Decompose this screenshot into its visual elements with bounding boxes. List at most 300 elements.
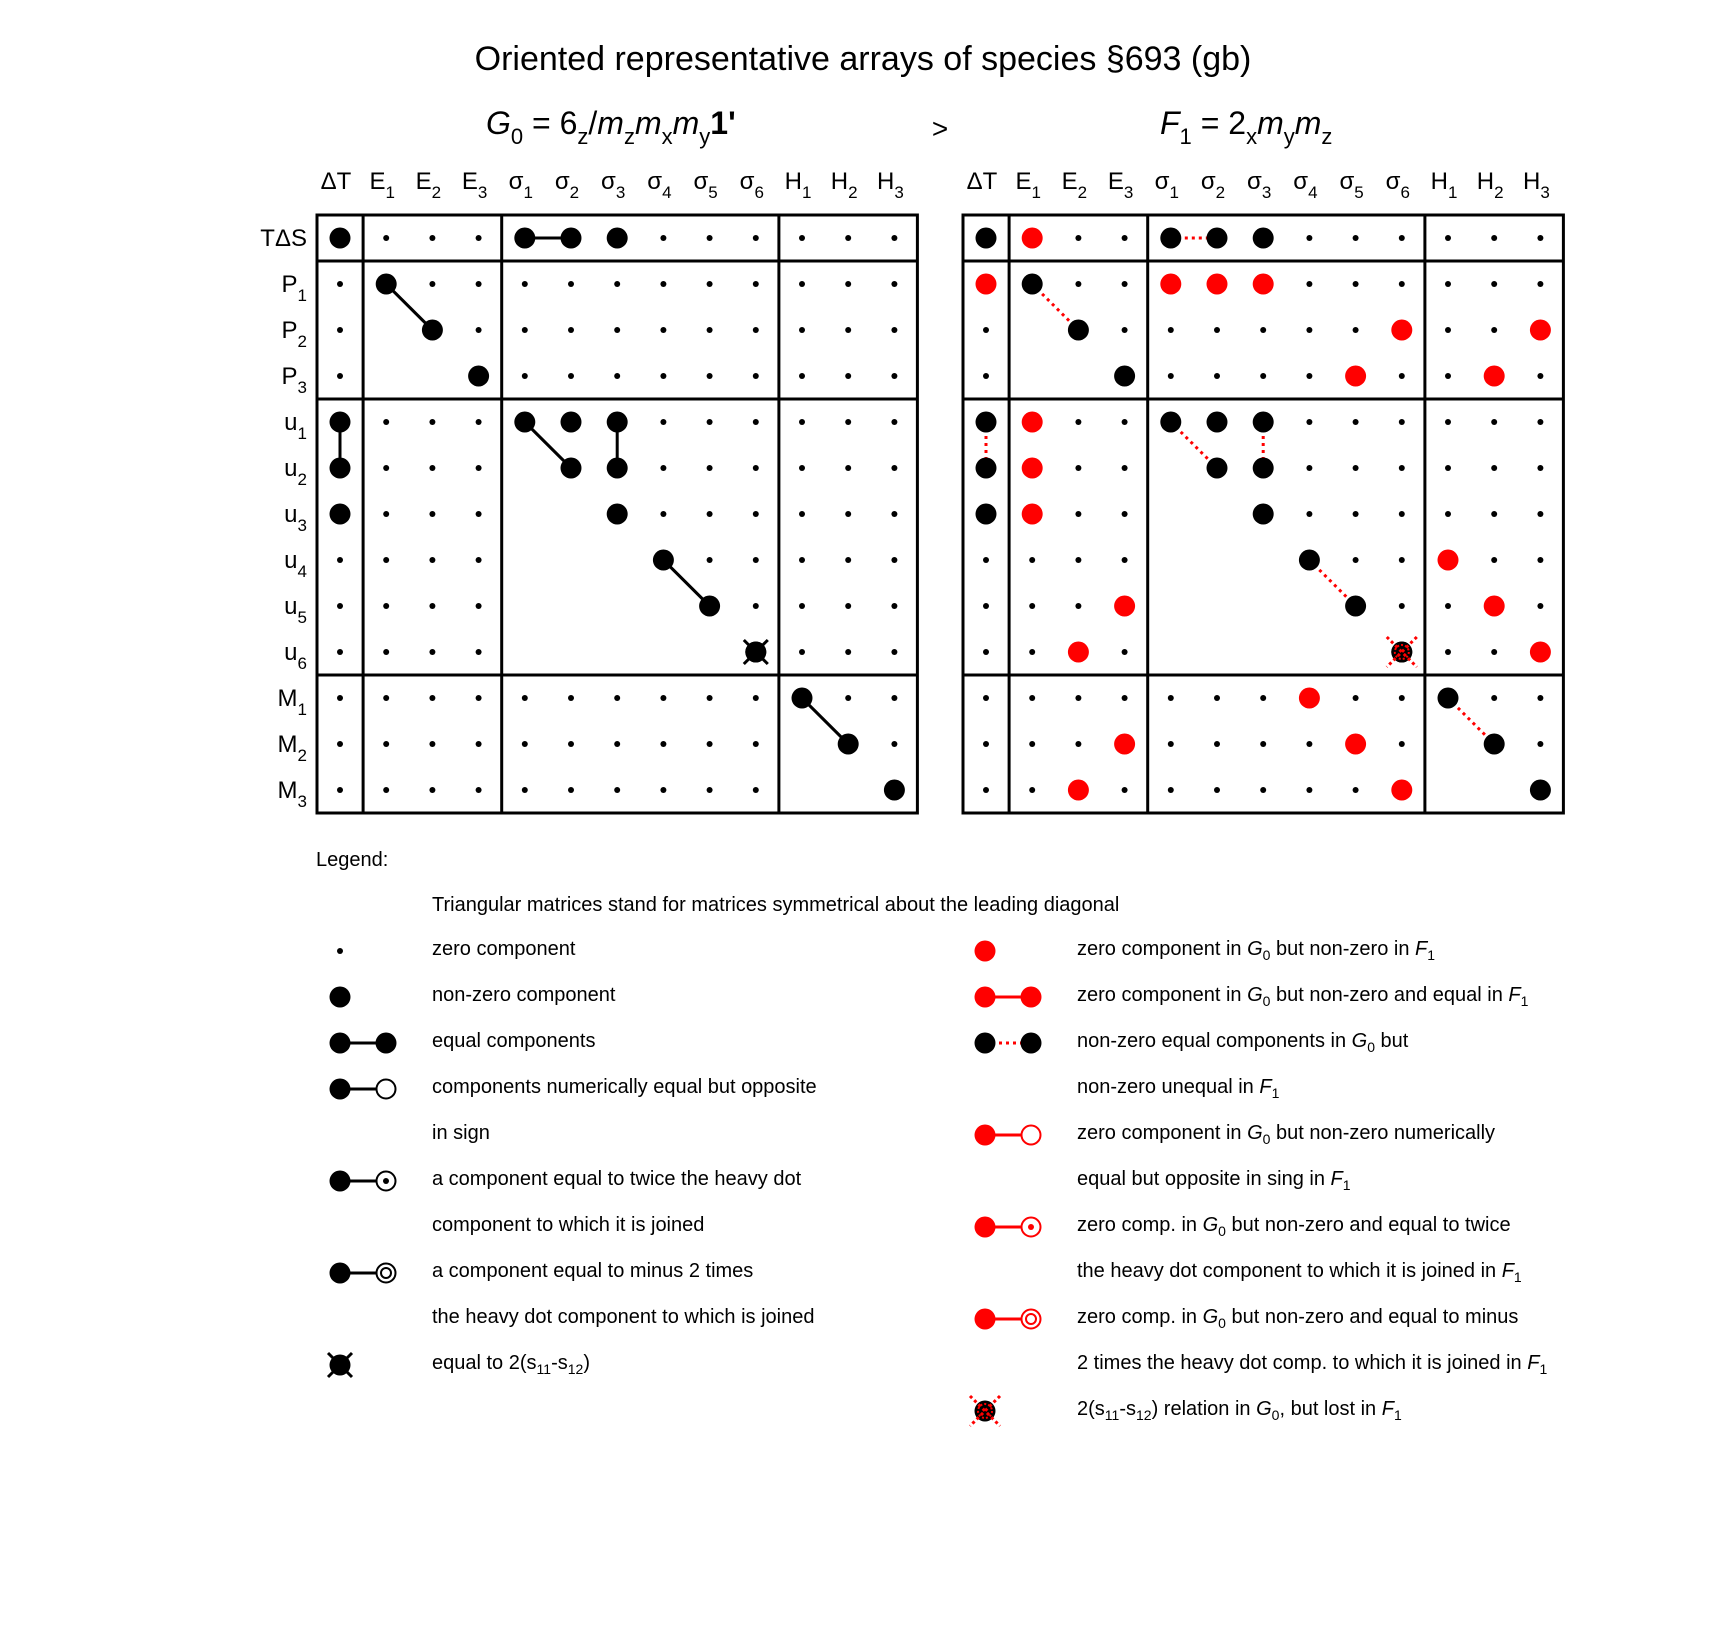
red-dot xyxy=(1345,366,1366,387)
zero-dot xyxy=(1260,327,1266,333)
legend-left-item-4-line-1: component to which it is joined xyxy=(432,1214,705,1236)
zero-dot xyxy=(1306,373,1312,379)
zero-dot xyxy=(799,511,805,517)
row-header: $M_2$ xyxy=(277,731,307,765)
zero-dot xyxy=(1353,787,1359,793)
legend-heading: Legend: xyxy=(316,849,389,871)
zero-dot xyxy=(383,235,389,241)
zero-dot xyxy=(1399,419,1405,425)
legend-left-item-4-line-0: a component equal to twice the heavy dot xyxy=(432,1168,802,1190)
zero-dot xyxy=(1122,465,1128,471)
relation-symbol: > xyxy=(931,113,949,144)
zero-dot xyxy=(1353,281,1359,287)
zero-dot xyxy=(1260,787,1266,793)
legend-right-item-4-line-1: the heavy dot component to which it is joined in $F_1$ xyxy=(1077,1260,1522,1285)
zero-dot xyxy=(845,649,851,655)
row-header: $u_3$ xyxy=(284,501,307,535)
column-header: $\sigma_6$ xyxy=(1385,168,1410,202)
zero-dot xyxy=(1029,603,1035,609)
legend-symbol-red-opposite-pair xyxy=(975,1125,1041,1146)
zero-dot xyxy=(429,281,435,287)
zero-dot xyxy=(476,511,482,517)
column-header: $\sigma_4$ xyxy=(647,168,672,202)
zero-dot xyxy=(522,281,528,287)
nonzero-dot xyxy=(607,412,628,433)
zero-dot xyxy=(614,741,620,747)
row-header: $u_4$ xyxy=(284,547,307,581)
column-header: $H_1$ xyxy=(1430,168,1458,202)
nonzero-dot xyxy=(975,1217,996,1238)
zero-dot xyxy=(476,603,482,609)
zero-dot xyxy=(1537,603,1543,609)
zero-dot xyxy=(1075,557,1081,563)
nonzero-dot xyxy=(975,987,996,1008)
zero-dot xyxy=(1491,327,1497,333)
zero-dot xyxy=(1306,419,1312,425)
nonzero-dot xyxy=(1160,228,1181,249)
legend-symbol-red-minus-two-pair xyxy=(975,1309,1041,1330)
legend-right-item-0-line-0: zero component in $G_0$ but non-zero in $F_1$ xyxy=(1077,938,1436,963)
nonzero-dot xyxy=(422,320,443,341)
legend-right-item-3-line-0: zero component in $G_0$ but non-zero numerically xyxy=(1077,1122,1496,1147)
red-dot xyxy=(1114,734,1135,755)
nonzero-dot xyxy=(607,458,628,479)
row-header: TΔS xyxy=(260,225,307,252)
zero-dot xyxy=(660,787,666,793)
zero-dot xyxy=(891,235,897,241)
nonzero-dot xyxy=(1299,550,1320,571)
legend-left-item-1-line-0: non-zero component xyxy=(432,984,616,1006)
zero-dot xyxy=(845,465,851,471)
zero-dot xyxy=(799,419,805,425)
nonzero-dot xyxy=(1253,412,1274,433)
legend-left-item-3-line-0: components numerically equal but opposite xyxy=(432,1076,817,1098)
zero-dot xyxy=(660,695,666,701)
red-dot xyxy=(1253,274,1274,295)
zero-dot xyxy=(1445,327,1451,333)
row-header: $u_1$ xyxy=(284,409,307,443)
zero-dot xyxy=(337,649,343,655)
zero-dot xyxy=(522,741,528,747)
red-dot xyxy=(1391,780,1412,801)
zero-dot xyxy=(707,465,713,471)
zero-dot xyxy=(891,603,897,609)
zero-dot xyxy=(707,557,713,563)
nonzero-dot xyxy=(1253,504,1274,525)
legend-right-item-3-line-1: equal but opposite in sing in $F_1$ xyxy=(1077,1168,1351,1193)
column-header: $\sigma_3$ xyxy=(1247,168,1272,202)
legend-right-item-5-line-0: zero comp. in $G_0$ but non-zero and equal to minus xyxy=(1077,1306,1519,1331)
legend-symbol-red-twice-pair xyxy=(975,1217,1041,1238)
open-dot xyxy=(377,1080,396,1099)
zero-dot xyxy=(753,511,759,517)
red-dot xyxy=(1022,458,1043,479)
zero-dot xyxy=(1353,235,1359,241)
legend-symbol-zero-dot xyxy=(337,948,343,954)
zero-dot xyxy=(660,281,666,287)
column-header: $\sigma_1$ xyxy=(508,168,533,202)
nonzero-dot xyxy=(1253,228,1274,249)
row-header: $u_2$ xyxy=(284,455,307,489)
zero-dot xyxy=(845,327,851,333)
zero-dot xyxy=(660,741,666,747)
zero-dot xyxy=(522,787,528,793)
legend-left-item-3-line-1: in sign xyxy=(432,1122,490,1144)
zero-dot xyxy=(1353,419,1359,425)
zero-dot xyxy=(614,695,620,701)
zero-dot xyxy=(1214,373,1220,379)
zero-dot xyxy=(753,327,759,333)
zero-dot xyxy=(1075,465,1081,471)
nonzero-dot xyxy=(514,228,535,249)
zero-dot xyxy=(1260,373,1266,379)
zero-dot xyxy=(1445,603,1451,609)
red-dot xyxy=(1022,228,1043,249)
zero-dot xyxy=(1168,373,1174,379)
red-dot xyxy=(1022,504,1043,525)
row-header: $M_3$ xyxy=(277,777,307,811)
legend-symbol-red-dot xyxy=(975,941,996,962)
zero-dot xyxy=(476,695,482,701)
zero-dot xyxy=(1122,649,1128,655)
red-dot xyxy=(1345,734,1366,755)
matrix-heading-f1: $F_1 = 2_xm_ym_z$ xyxy=(1160,105,1333,149)
zero-dot xyxy=(429,695,435,701)
red-dot xyxy=(1484,596,1505,617)
zero-dot xyxy=(799,557,805,563)
zero-dot xyxy=(799,465,805,471)
zero-dot xyxy=(1445,281,1451,287)
column-header: $\sigma_6$ xyxy=(739,168,764,202)
zero-dot xyxy=(707,373,713,379)
column-header: $\sigma_2$ xyxy=(554,168,580,202)
nonzero-dot xyxy=(1021,987,1042,1008)
legend-left-item-6-line-0: equal to $2(s_{11}-s_{12})$ xyxy=(432,1352,590,1377)
legend-right-item-2-line-1: non-zero unequal in $F_1$ xyxy=(1077,1076,1280,1101)
zero-dot xyxy=(429,465,435,471)
legend-symbol-opposite-pair xyxy=(330,1079,396,1100)
zero-dot xyxy=(707,327,713,333)
zero-dot xyxy=(983,557,989,563)
zero-dot xyxy=(845,235,851,241)
nonzero-dot xyxy=(561,228,582,249)
nonzero-dot xyxy=(1022,274,1043,295)
nonzero-dot xyxy=(975,1125,996,1146)
zero-dot xyxy=(1214,741,1220,747)
column-header: $H_3$ xyxy=(876,168,904,202)
zero-dot xyxy=(1029,557,1035,563)
zero-dot xyxy=(1445,511,1451,517)
nonzero-dot xyxy=(792,688,813,709)
zero-dot xyxy=(614,327,620,333)
zero-dot xyxy=(1306,465,1312,471)
zero-dot xyxy=(1306,787,1312,793)
red-dot xyxy=(1207,274,1228,295)
row-header: $P_2$ xyxy=(281,317,307,351)
zero-dot xyxy=(1445,235,1451,241)
zero-dot xyxy=(429,557,435,563)
zero-dot xyxy=(383,603,389,609)
nonzero-dot xyxy=(330,1263,351,1284)
zero-dot xyxy=(383,419,389,425)
zero-dot xyxy=(983,741,989,747)
red-dot xyxy=(1484,366,1505,387)
zero-dot xyxy=(1029,741,1035,747)
red-dot xyxy=(1530,320,1551,341)
nonzero-dot xyxy=(1160,412,1181,433)
nonzero-dot xyxy=(975,1033,996,1054)
zero-dot xyxy=(707,419,713,425)
column-header: $E_2$ xyxy=(1061,168,1088,202)
zero-dot xyxy=(383,695,389,701)
nonzero-dot xyxy=(330,504,351,525)
zero-dot xyxy=(707,695,713,701)
zero-dot xyxy=(1537,419,1543,425)
zero-dot xyxy=(429,603,435,609)
zero-dot xyxy=(707,235,713,241)
zero-dot xyxy=(1306,327,1312,333)
column-header: $H_2$ xyxy=(1476,168,1504,202)
zero-dot xyxy=(753,465,759,471)
zero-dot xyxy=(753,373,759,379)
column-header: ΔT xyxy=(320,168,352,195)
row-header: $u_5$ xyxy=(284,593,307,627)
legend-symbol-dotted-pair xyxy=(975,1033,1042,1054)
matrix-f1 xyxy=(963,168,1563,813)
zero-dot xyxy=(845,695,851,701)
zero-dot xyxy=(476,649,482,655)
zero-dot xyxy=(845,603,851,609)
column-header: $\sigma_5$ xyxy=(1339,168,1364,202)
column-header: ΔT xyxy=(966,168,998,195)
zero-dot xyxy=(891,557,897,563)
zero-dot xyxy=(1353,327,1359,333)
nonzero-dot xyxy=(976,504,997,525)
zero-dot xyxy=(614,787,620,793)
zero-dot xyxy=(383,741,389,747)
zero-dot xyxy=(1537,557,1543,563)
zero-dot xyxy=(799,649,805,655)
zero-dot xyxy=(1122,511,1128,517)
zero-dot xyxy=(1122,235,1128,241)
nonzero-dot xyxy=(1021,1033,1042,1054)
zero-dot xyxy=(1260,695,1266,701)
column-header: $H_3$ xyxy=(1522,168,1550,202)
zero-dot xyxy=(337,557,343,563)
zero-dot xyxy=(429,649,435,655)
zero-dot xyxy=(1075,235,1081,241)
zero-dot xyxy=(337,603,343,609)
zero-dot xyxy=(753,787,759,793)
nonzero-dot xyxy=(330,412,351,433)
zero-dot xyxy=(1491,511,1497,517)
zero-dot xyxy=(383,787,389,793)
zero-dot xyxy=(891,695,897,701)
zero-dot xyxy=(707,741,713,747)
zero-dot xyxy=(522,327,528,333)
zero-dot xyxy=(1537,373,1543,379)
zero-dot xyxy=(568,373,574,379)
red-dot xyxy=(1391,320,1412,341)
nonzero-dot xyxy=(561,458,582,479)
zero-dot xyxy=(1537,465,1543,471)
legend-symbol-crossed-dot xyxy=(328,1353,352,1377)
legend-symbol-heavy-dot xyxy=(330,987,351,1008)
legend-left-item-2-line-0: equal components xyxy=(432,1030,596,1052)
zero-dot xyxy=(1260,741,1266,747)
nonzero-dot xyxy=(975,1309,996,1330)
zero-dot xyxy=(429,787,435,793)
zero-dot xyxy=(707,787,713,793)
zero-dot xyxy=(568,695,574,701)
zero-dot xyxy=(660,327,666,333)
nonzero-dot xyxy=(330,1033,351,1054)
zero-dot xyxy=(891,419,897,425)
column-header: $\sigma_1$ xyxy=(1154,168,1179,202)
nonzero-dot xyxy=(1530,780,1551,801)
open-dot xyxy=(1022,1126,1041,1145)
zero-dot xyxy=(1399,695,1405,701)
zero-dot xyxy=(1029,649,1035,655)
nonzero-dot xyxy=(884,780,905,801)
zero-dot xyxy=(845,373,851,379)
zero-dot xyxy=(1537,511,1543,517)
zero-dot xyxy=(1075,741,1081,747)
column-header: $\sigma_4$ xyxy=(1293,168,1318,202)
zero-dot xyxy=(1491,235,1497,241)
nonzero-dot xyxy=(1114,366,1135,387)
zero-dot xyxy=(660,511,666,517)
zero-dot xyxy=(1122,695,1128,701)
legend-left-item-5-line-0: a component equal to minus 2 times xyxy=(432,1260,754,1282)
zero-dot xyxy=(1168,327,1174,333)
zero-dot xyxy=(476,465,482,471)
red-dot xyxy=(1160,274,1181,295)
zero-dot xyxy=(1306,741,1312,747)
zero-dot xyxy=(1445,419,1451,425)
row-header: $u_6$ xyxy=(284,639,307,673)
open-dot xyxy=(1022,1310,1041,1329)
zero-dot xyxy=(753,281,759,287)
legend-left-item-0-line-0: zero component xyxy=(432,938,576,960)
zero-dot xyxy=(1122,557,1128,563)
zero-dot xyxy=(1399,557,1405,563)
column-header: $\sigma_2$ xyxy=(1200,168,1226,202)
zero-dot xyxy=(614,281,620,287)
zero-dot xyxy=(891,281,897,287)
zero-dot xyxy=(891,373,897,379)
zero-dot xyxy=(753,603,759,609)
zero-dot xyxy=(799,235,805,241)
zero-dot xyxy=(476,557,482,563)
zero-dot xyxy=(983,695,989,701)
zero-dot xyxy=(337,695,343,701)
zero-dot xyxy=(799,281,805,287)
nonzero-dot xyxy=(1207,458,1228,479)
zero-dot xyxy=(1491,281,1497,287)
zero-dot xyxy=(1214,695,1220,701)
zero-dot xyxy=(1491,557,1497,563)
nonzero-dot xyxy=(976,458,997,479)
zero-dot xyxy=(476,327,482,333)
zero-dot xyxy=(1306,281,1312,287)
zero-dot xyxy=(383,465,389,471)
zero-dot xyxy=(753,695,759,701)
zero-dot xyxy=(891,465,897,471)
zero-dot xyxy=(1075,511,1081,517)
red-dot xyxy=(1114,596,1135,617)
zero-dot xyxy=(660,465,666,471)
column-header: $E_3$ xyxy=(1107,168,1134,202)
zero-dot xyxy=(983,603,989,609)
zero-dot xyxy=(983,327,989,333)
zero-dot xyxy=(983,649,989,655)
red-dot xyxy=(976,274,997,295)
zero-dot xyxy=(568,787,574,793)
zero-dot xyxy=(1029,787,1035,793)
zero-dot xyxy=(614,373,620,379)
zero-dot xyxy=(891,511,897,517)
column-header: $H_2$ xyxy=(830,168,858,202)
zero-dot xyxy=(1168,695,1174,701)
zero-dot xyxy=(476,235,482,241)
zero-dot xyxy=(383,649,389,655)
nonzero-dot xyxy=(561,412,582,433)
red-dot xyxy=(1068,780,1089,801)
legend-right-item-2-line-0: non-zero equal components in $G_0$ but xyxy=(1077,1030,1409,1055)
zero-dot xyxy=(753,419,759,425)
nonzero-dot xyxy=(330,458,351,479)
zero-dot xyxy=(891,327,897,333)
zero-dot xyxy=(1075,603,1081,609)
row-header: $M_1$ xyxy=(277,685,307,719)
zero-dot xyxy=(337,787,343,793)
nonzero-dot xyxy=(1068,320,1089,341)
zero-dot xyxy=(1399,373,1405,379)
nonzero-dot xyxy=(607,228,628,249)
nonzero-dot xyxy=(330,228,351,249)
column-header: $E_2$ xyxy=(415,168,442,202)
column-header: $\sigma_3$ xyxy=(601,168,626,202)
zero-dot xyxy=(1353,465,1359,471)
zero-dot xyxy=(891,741,897,747)
zero-dot xyxy=(476,281,482,287)
zero-dot xyxy=(429,235,435,241)
zero-dot xyxy=(799,327,805,333)
nonzero-dot xyxy=(975,941,996,962)
zero-dot xyxy=(799,603,805,609)
matrices-group xyxy=(260,168,1563,813)
zero-dot xyxy=(383,557,389,563)
nonzero-dot xyxy=(330,987,351,1008)
zero-dot xyxy=(1399,465,1405,471)
zero-dot xyxy=(337,373,343,379)
nonzero-dot xyxy=(1345,596,1366,617)
nonzero-dot xyxy=(607,504,628,525)
nonzero-dot xyxy=(699,596,720,617)
zero-dot xyxy=(707,511,713,517)
nonzero-dot xyxy=(1438,688,1459,709)
legend-right-item-4-line-0: zero comp. in $G_0$ but non-zero and equal to twice xyxy=(1077,1214,1511,1239)
zero-dot xyxy=(1168,787,1174,793)
inner-dot xyxy=(383,1178,389,1184)
zero-dot xyxy=(753,741,759,747)
zero-dot xyxy=(799,373,805,379)
inner-dot xyxy=(1028,1224,1034,1230)
zero-dot xyxy=(1075,281,1081,287)
zero-dot xyxy=(1491,465,1497,471)
zero-dot xyxy=(1491,695,1497,701)
